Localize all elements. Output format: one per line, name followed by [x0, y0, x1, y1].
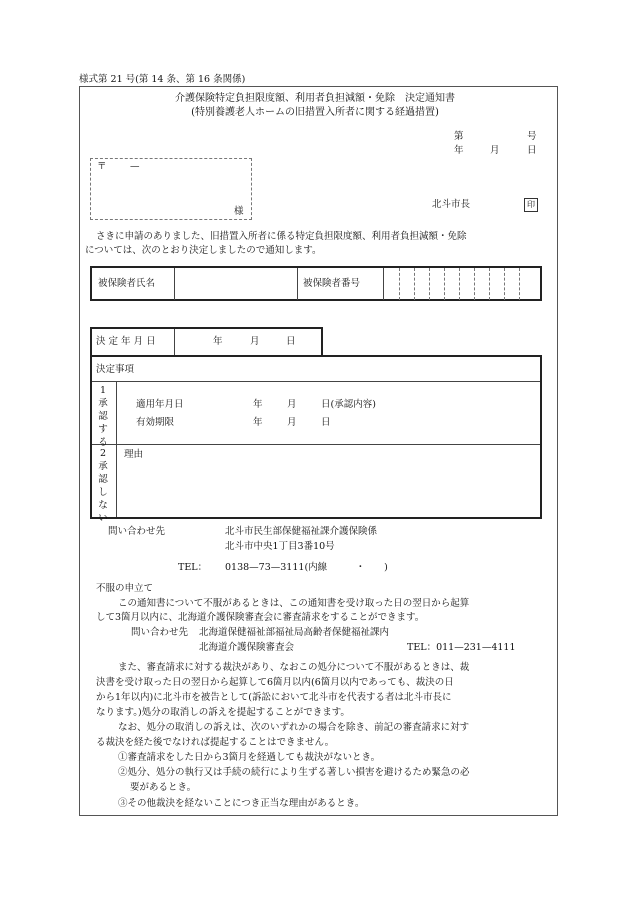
contact-label: 問い合わせ先 [108, 526, 166, 537]
tel-label: TEL： [178, 562, 208, 573]
objection-contact-label: 問い合わせ先 [131, 627, 189, 638]
valid-period-label: 有効期限 [136, 417, 175, 428]
tel-value: 0138—73—3111(内線 ・ ) [225, 562, 388, 573]
p3-line2: る裁決を経た後でなければ提起することはできません。 [96, 737, 335, 748]
item-2-line2: 要があるとき。 [130, 782, 197, 793]
decision-items-box [90, 355, 542, 519]
doc-date-year: 年 [454, 145, 464, 156]
form-number: 様式第 21 号(第 14 条、第 16 条関係) [79, 74, 246, 85]
seal-mark: 印 [524, 198, 538, 212]
decision-items-label: 決定事項 [96, 364, 135, 375]
valid-month: 月 [287, 417, 297, 428]
insured-name-label: 被保険者氏名 [98, 278, 156, 289]
p2-line1: また、審査請求に対する裁決があり、なおこの処分について不服があるときは、裁 [118, 662, 470, 673]
apply-date-label: 適用年月日 [136, 399, 184, 410]
doc-no-prefix: 第 [454, 131, 464, 142]
recipient-suffix: 様 [234, 206, 244, 217]
document-subtitle: (特別養護老人ホームの旧措置入所者に関する経過措置) [191, 107, 439, 118]
intro-line-2: については、次のとおり決定しましたので通知します。 [85, 245, 322, 256]
decision-date-label: 決 定 年 月 日 [96, 336, 156, 347]
postal-dash: — [130, 161, 140, 172]
p2-line4: なります。)処分の取消しの訴えを提起することができます。 [96, 707, 350, 718]
decision-year: 年 [213, 336, 223, 347]
apply-year: 年 [253, 399, 263, 410]
valid-day: 日 [321, 417, 331, 428]
objection-heading: 不服の申立て [96, 583, 154, 594]
decision-day: 日 [286, 336, 296, 347]
objection-tel: TEL：011—231—4111 [407, 642, 516, 653]
reason-label: 理由 [124, 449, 144, 460]
apply-day: 日(承認内容) [321, 399, 376, 410]
item-1: ①審査請求をした日から3箇月を経過しても裁決がないとき。 [118, 752, 381, 763]
doc-date-day: 日 [527, 145, 537, 156]
document-title: 介護保険特定負担限度額、利用者負担減額・免除 決定通知書 [175, 93, 455, 104]
objection-p1-line2: して3箇月以内に、北海道介護保険審査会に審査請求をすることができます。 [96, 612, 425, 623]
apply-month: 月 [287, 399, 297, 410]
doc-no-suffix: 号 [527, 131, 537, 142]
p3-line1: なお、処分の取消しの訴えは、次のいずれかの場合を除き、前記の審査請求に対す [118, 722, 470, 733]
reject-label: 2 承 認 し な い [98, 448, 108, 524]
contact-address: 北斗市中央1丁目3番10号 [225, 541, 335, 552]
p2-line3: から1年以内)に北斗市を被告として(訴訟において北斗市を代表する者は北斗市長に [96, 692, 452, 703]
objection-contact-org2: 北海道介護保険審査会 [199, 642, 295, 653]
item-2-line1: ②処分、処分の執行又は手続の続行により生ずる著しい損害を避けるため緊急の必 [118, 767, 470, 778]
doc-date-month: 月 [490, 145, 500, 156]
item-3: ③その他裁決を経ないことにつき正当な理由があるとき。 [118, 798, 365, 809]
p2-line2: 決書を受け取った日の翌日から起算して6箇月以内(6箇月以内であっても、裁決の日 [96, 677, 454, 688]
address-window [90, 158, 252, 220]
insured-no-label: 被保険者番号 [303, 278, 361, 289]
decision-month: 月 [250, 336, 260, 347]
objection-p1-line1: この通知書について不服があるときは、この通知書を受け取った日の翌日から起算 [118, 598, 470, 609]
issuer-name: 北斗市長 [432, 199, 471, 210]
intro-line-1: さきに申請のありました、旧措置入所者に係る特定負担限度額、利用者負担減額・免除 [96, 231, 467, 242]
valid-year: 年 [253, 417, 263, 428]
contact-org: 北斗市民生部保健福祉課介護保険係 [225, 526, 378, 537]
objection-contact-org1: 北海道保健福祉部福祉局高齢者保健福祉課内 [199, 627, 390, 638]
postal-mark: 〒 [97, 161, 107, 172]
approve-label: 1 承 認 す る [98, 385, 108, 448]
